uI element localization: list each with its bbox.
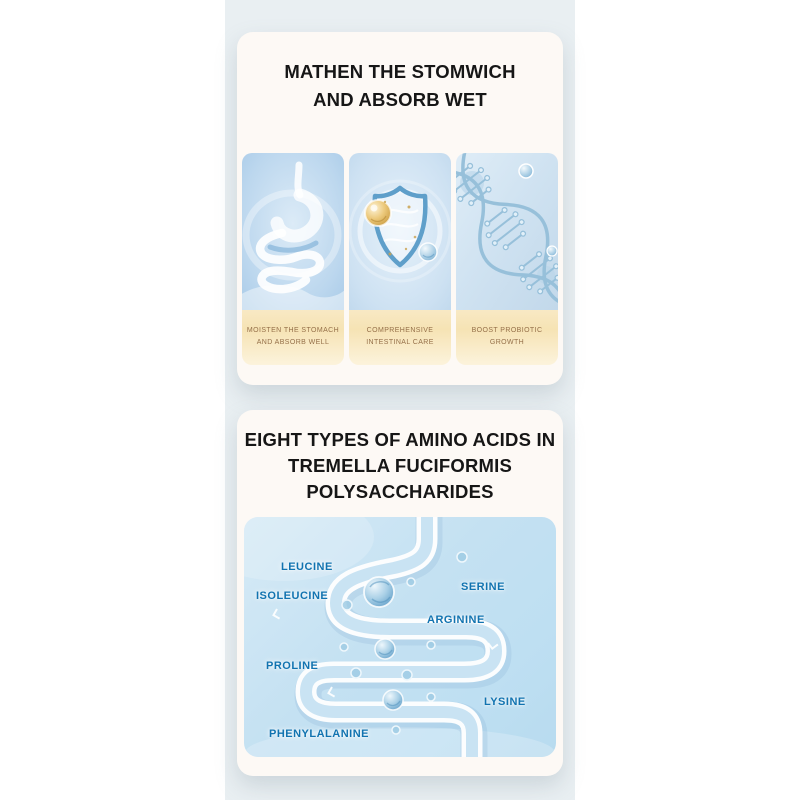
page-column xyxy=(225,0,575,800)
panel-image-shield xyxy=(349,153,451,310)
amino-label-phenylalanine: PHENYLALANINE xyxy=(269,728,370,740)
dna-helix-icon xyxy=(456,153,558,310)
card2-title-line1: EIGHT TYPES OF AMINO ACIDS IN xyxy=(244,429,556,450)
benefit-panel-care xyxy=(349,153,451,365)
intestines-icon xyxy=(242,153,344,310)
panel-image-dna xyxy=(456,153,558,310)
caption-line: GROWTH xyxy=(489,338,525,346)
card2-title-line2: TREMELLA FUCIFORMIS xyxy=(287,455,513,476)
caption-line: MOISTEN THE STOMACH xyxy=(246,327,340,334)
card1-title xyxy=(242,58,558,114)
amino-label-lysine: LYSINE xyxy=(484,696,526,708)
amino-label-isoleucine: ISOLEUCINE xyxy=(256,590,329,602)
card1-title-line1: MATHEN THE STOMWICH xyxy=(284,61,516,82)
caption-line: BOOST PROBIOTIC xyxy=(471,327,543,334)
benefit-panels-row xyxy=(242,153,558,365)
panel-image-intestines xyxy=(242,153,344,310)
panel-caption-moisten xyxy=(242,310,344,365)
caption-line: INTESTINAL CARE xyxy=(366,338,434,346)
panel-caption-care xyxy=(349,310,451,365)
caption-line: COMPREHENSIVE xyxy=(366,327,434,334)
card2-title-line3: POLYSACCHARIDES xyxy=(306,481,494,502)
benefit-panel-moisten xyxy=(242,153,344,365)
card2-title xyxy=(244,427,556,505)
card1-title-line2: AND ABSORB WET xyxy=(313,89,487,110)
amino-acids-card xyxy=(237,410,563,776)
amino-label-leucine: LEUCINE xyxy=(281,561,333,573)
shield-icon xyxy=(349,153,451,310)
intestine-amino-diagram xyxy=(244,517,556,757)
caption-line: AND ABSORB WELL xyxy=(256,338,330,346)
stomach-benefits-card xyxy=(237,32,563,385)
intestine-icon xyxy=(244,517,556,757)
amino-label-proline: PROLINE xyxy=(266,660,319,672)
panel-caption-probiotic xyxy=(456,310,558,365)
benefit-panel-probiotic xyxy=(456,153,558,365)
amino-label-serine: SERINE xyxy=(461,581,505,593)
amino-label-arginine: ARGININE xyxy=(427,614,485,626)
